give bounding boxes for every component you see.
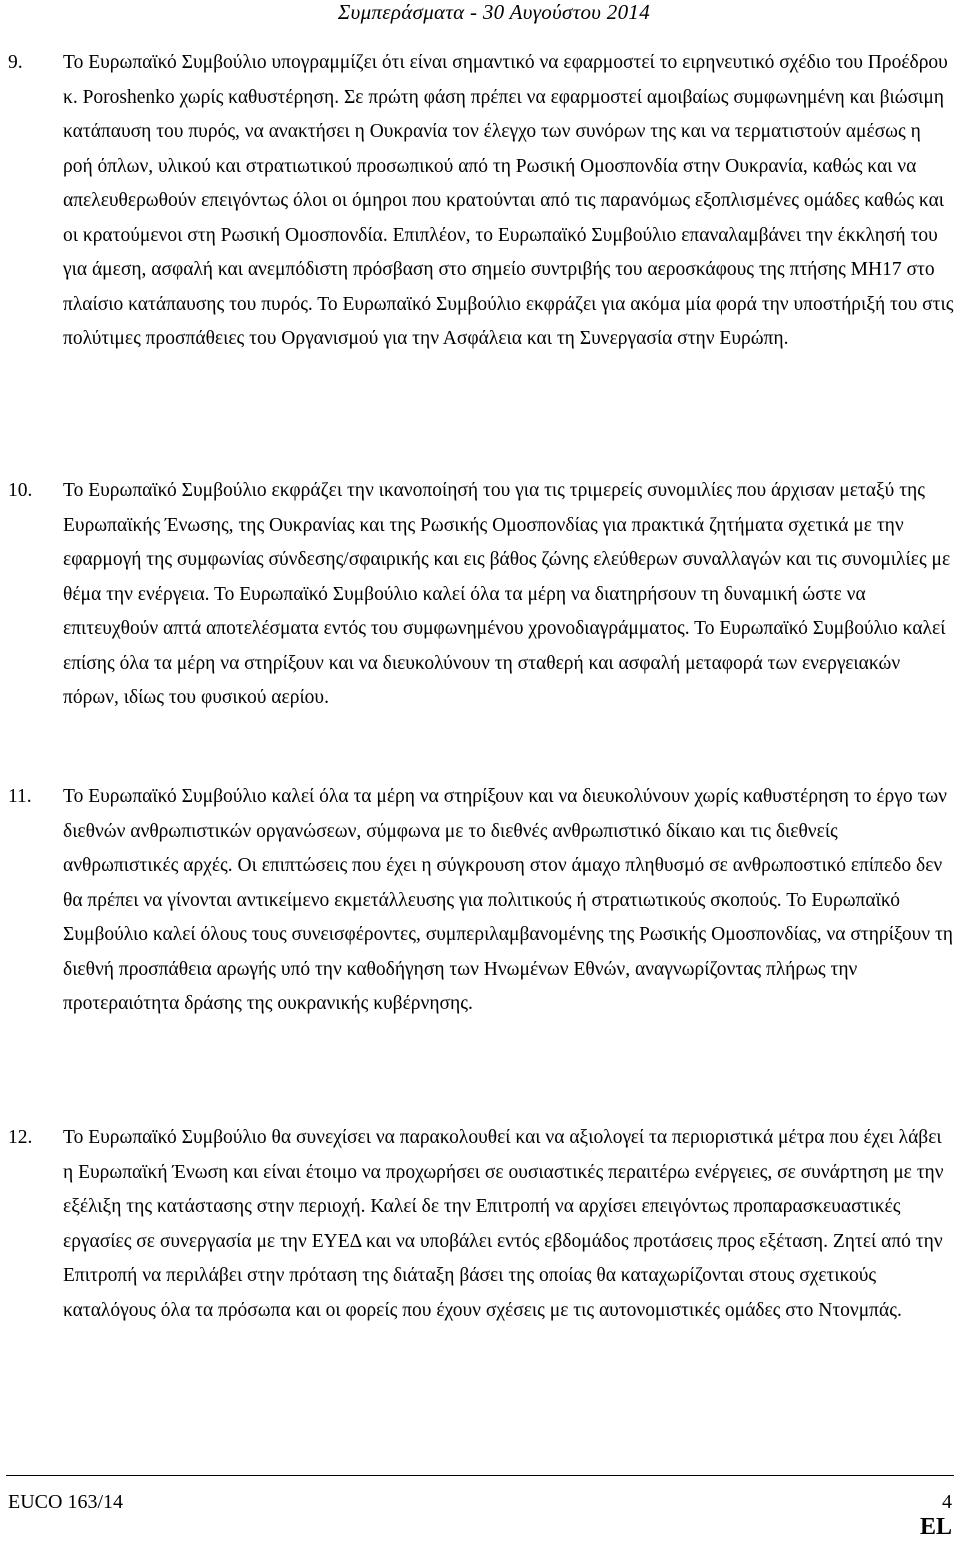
- paragraph-text: Το Ευρωπαϊκό Συμβούλιο καλεί όλα τα μέρη να στηρίξουν και να διευκολύνουν χωρίς καθυστέρηση το έργο των διεθνών ανθρωπιστικών οργανώσεων, σύμφωνα με το διεθνές ανθρωπιστικό δίκαιο και τις διεθνείς ανθρωπιστικές αρχές. Οι επιπτώσεις που έχει η σύγκρουση στον άμαχο πληθυσμό σε ανθρωποστικό επίπεδο δεν θα πρέπει να γίνονται αντικείμενο εκμετάλλευσης για πολιτικούς ή στρατιωτικούς σκοπούς. Το Ευρωπαϊκό Συμβούλιο καλεί όλους τους συνεισφέροντες, συμπεριλαμβανομένης της Ρωσικής Ομοσπονδίας, να στηρίξουν τη διεθνή προσπάθεια αρωγής υπό την καθοδήγηση των Ηνωμένων Εθνών, αναγνωρίζοντας πλήρως την προτεραιότητα δράσης της ουκρανικής κυβέρνησης.: [63, 786, 953, 1014]
- paragraph-text: Το Ευρωπαϊκό Συμβούλιο υπογραμμίζει ότι είναι σημαντικό να εφαρμοστεί το ειρηνευτικό σχέδιο του Προέδρου κ. Poroshenko χωρίς καθυστέρηση. Σε πρώτη φάση πρέπει να εφαρμοστεί αμοιβαίως συμφωνημένη και βιώσιμη κατάπαυση του πυρός, να ανακτήσει η Ουκρανία τον έλεγχο των συνόρων της και να τερματιστούν αμέσως η ροή όπλων, υλικού και στρατιωτικού προσωπικού από τη Ρωσική Ομοσπονδία στην Ουκρανία, καθώς και να απελευθερωθούν επειγόντως όλοι οι όμηροι που κρατούνται από τις παρανόμως εξοπλισμένες ομάδες καθώς και οι κρατούμενοι στη Ρωσική Ομοσπονδία. Επιπλέον, το Ευρωπαϊκό Συμβούλιο επαναλαμβάνει την έκκλησή του για άμεση, ασφαλή και ανεμπόδιστη πρόσβαση στο σημείο συντριβής του αεροσκάφους της πτήσης MH17 στο πλαίσιο κατάπαυσης του πυρός. Το Ευρωπαϊκό Συμβούλιο εκφράζει για ακόμα μία φορά την υποστήριξή του στις πολύτιμες προσπάθειες του Οργανισμού για την Ασφάλεια και τη Συνεργασία στην Ευρώπη.: [63, 52, 954, 349]
- footer-doc-reference: EUCO 163/14: [8, 1491, 123, 1513]
- footer-divider: [6, 1475, 954, 1476]
- paragraph-text: Το Ευρωπαϊκό Συμβούλιο θα συνεχίσει να παρακολουθεί και να αξιολογεί τα περιοριστικά μέτρα που έχει λάβει η Ευρωπαϊκή Ένωση και είναι έτοιμο να προχωρήσει σε ουσιαστικές περαιτέρω ενέργειες, σε συνάρτηση με την εξέλιξη της κατάστασης στην περιοχή. Καλεί δε την Επιτροπή να αρχίσει επειγόντως προπαρασκευαστικές εργασίες σε συνεργασία με την ΕΥΕΔ και να υποβάλει εντός εβδομάδος προτάσεις προς εξέταση. Ζητεί από την Επιτροπή να περιλάβει στην πρόταση της διάταξη βάσει της οποίας θα καταχωρίζονται στους σχετικούς καταλόγους όλα τα πρόσωπα και οι φορείς που έχουν σχέσεις με τις αυτονομιστικές ομάδες στο Ντονμπάς.: [63, 1127, 944, 1321]
- paragraph-12: [0, 1121, 960, 1328]
- paragraph-number: 11.: [8, 786, 32, 807]
- paragraph-number: 10.: [8, 480, 33, 501]
- paragraph-10: [0, 474, 960, 716]
- page-header-title: Συμπεράσματα - 30 Αυγούστου 2014: [337, 0, 650, 24]
- footer-page-number: 4: [942, 1491, 952, 1513]
- paragraph-text: Το Ευρωπαϊκό Συμβούλιο εκφράζει την ικανοποίησή του για τις τριμερείς συνομιλίες που άρχισαν μεταξύ της Ευρωπαϊκής Ένωσης, της Ουκρανίας και της Ρωσικής Ομοσπονδίας για πρακτικά ζητήματα σχετικά με την εφαρμογή της συμφωνίας σύνδεσης/σφαιρικής και εις βάθος ζώνης ελεύθερων συναλλαγών και τις συνομιλίες με θέμα την ενέργεια. Το Ευρωπαϊκό Συμβούλιο καλεί όλα τα μέρη να διατηρήσουν τη δυναμική ώστε να επιτευχθούν απτά αποτελέσματα εντός του συμφωνημένου χρονοδιαγράμματος. Το Ευρωπαϊκό Συμβούλιο καλεί επίσης όλα τα μέρη να στηρίξουν και να διευκολύνουν τη σταθερή και ασφαλή μεταφορά των ενεργειακών πόρων, ιδίως του φυσικού αερίου.: [63, 480, 951, 708]
- paragraph-number: 9.: [8, 52, 23, 73]
- paragraph-11: [0, 780, 960, 1022]
- paragraph-number: 12.: [8, 1127, 33, 1148]
- footer-language-code: EL: [919, 1514, 952, 1540]
- paragraph-9: [0, 46, 960, 357]
